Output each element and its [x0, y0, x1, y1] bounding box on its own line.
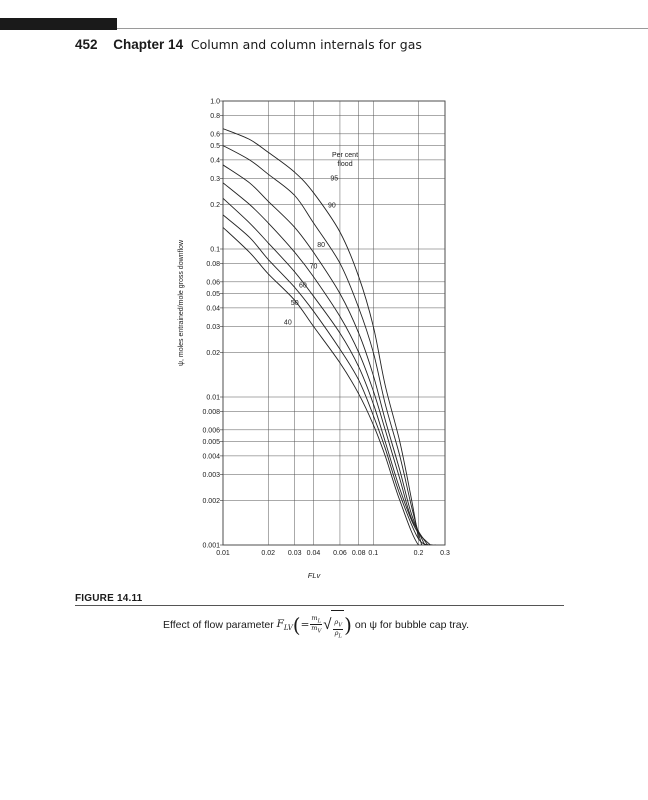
- y-tick-label: 0.3: [210, 175, 220, 183]
- y-tick-label: 0.4: [210, 157, 220, 165]
- y-tick-label: 0.002: [202, 497, 220, 505]
- y-axis-label: ψ, moles entrained/mole gross downflow: [178, 240, 185, 366]
- caption-text-pre: Effect of flow parameter: [163, 618, 274, 631]
- curve-label-60: 60: [298, 282, 307, 290]
- x-tick-label: 0.02: [261, 550, 276, 557]
- caption-symbol: $F_{LV}$: [276, 617, 293, 633]
- curve-label-70: 70: [309, 263, 318, 271]
- legend-title-line: flood: [337, 161, 353, 168]
- legend-title-line: Per cent: [331, 152, 359, 159]
- y-tick-label: 0.006: [202, 427, 220, 435]
- figure-label: FIGURE 14.11: [75, 593, 143, 604]
- y-tick-label: 0.005: [202, 439, 220, 447]
- caption-equals: =: [300, 618, 310, 631]
- x-tick-label: 0.3: [440, 550, 450, 557]
- caption-text-post: on ψ for bubble cap tray.: [354, 618, 469, 631]
- y-tick-label: 0.05: [206, 291, 220, 299]
- y-tick-label: 0.04: [206, 305, 220, 313]
- y-tick-label: 0.008: [202, 408, 220, 416]
- curve-label-90: 90: [327, 202, 336, 210]
- caption-density-sqrt: √ $\frac{\rho_V}{\rho_L}$: [323, 610, 344, 640]
- y-tick-label: 0.1: [210, 246, 220, 254]
- curve-label-95: 95: [330, 175, 339, 183]
- y-tick-label: 1.0: [210, 98, 220, 106]
- x-tick-label: 0.06: [333, 550, 347, 557]
- x-tick-label: 0.08: [351, 550, 366, 557]
- x-tick-label: 0.03: [287, 550, 302, 557]
- y-tick-label: 0.02: [206, 349, 220, 357]
- curve-50-percent: [223, 215, 433, 545]
- page-number: 452: [75, 37, 98, 52]
- curve-label-50: 50: [290, 299, 299, 307]
- curve-95-percent: [223, 129, 419, 539]
- y-tick-label: 0.03: [206, 323, 220, 331]
- curve-label-80: 80: [317, 242, 326, 250]
- figure-rule: [75, 605, 564, 606]
- figure-caption: [163, 610, 469, 640]
- y-tick-label: 0.004: [202, 453, 220, 461]
- y-tick-label: 0.001: [202, 542, 220, 550]
- x-tick-label: 0.01: [216, 550, 230, 557]
- y-tick-label: 0.01: [206, 394, 220, 402]
- y-tick-label: 0.003: [202, 471, 220, 479]
- chapter-label: Chapter 14: [113, 37, 184, 52]
- y-tick-label: 0.5: [210, 143, 220, 151]
- curve-70-percent: [223, 183, 428, 545]
- curve-label-40: 40: [283, 319, 292, 327]
- y-tick-label: 0.08: [206, 260, 220, 268]
- chapter-title: Column and column internals for gas: [190, 37, 422, 52]
- plot-frame: [223, 101, 445, 545]
- x-tick-label: 0.2: [413, 550, 424, 557]
- x-tick-label: 0.1: [368, 550, 379, 557]
- x-tick-label: 0.04: [306, 550, 321, 557]
- caption-mass-ratio: $\frac{m_L}{m_V}$: [311, 613, 322, 635]
- x-axis-label: FLv: [307, 571, 321, 580]
- y-tick-label: 0.06: [206, 279, 220, 287]
- curve-80-percent: [223, 165, 425, 545]
- caption-open-paren: (: [292, 612, 301, 637]
- y-tick-label: 0.6: [210, 131, 220, 139]
- y-tick-label: 0.2: [210, 201, 220, 209]
- caption-close-paren: ): [344, 612, 352, 637]
- y-tick-label: 0.8: [210, 112, 220, 120]
